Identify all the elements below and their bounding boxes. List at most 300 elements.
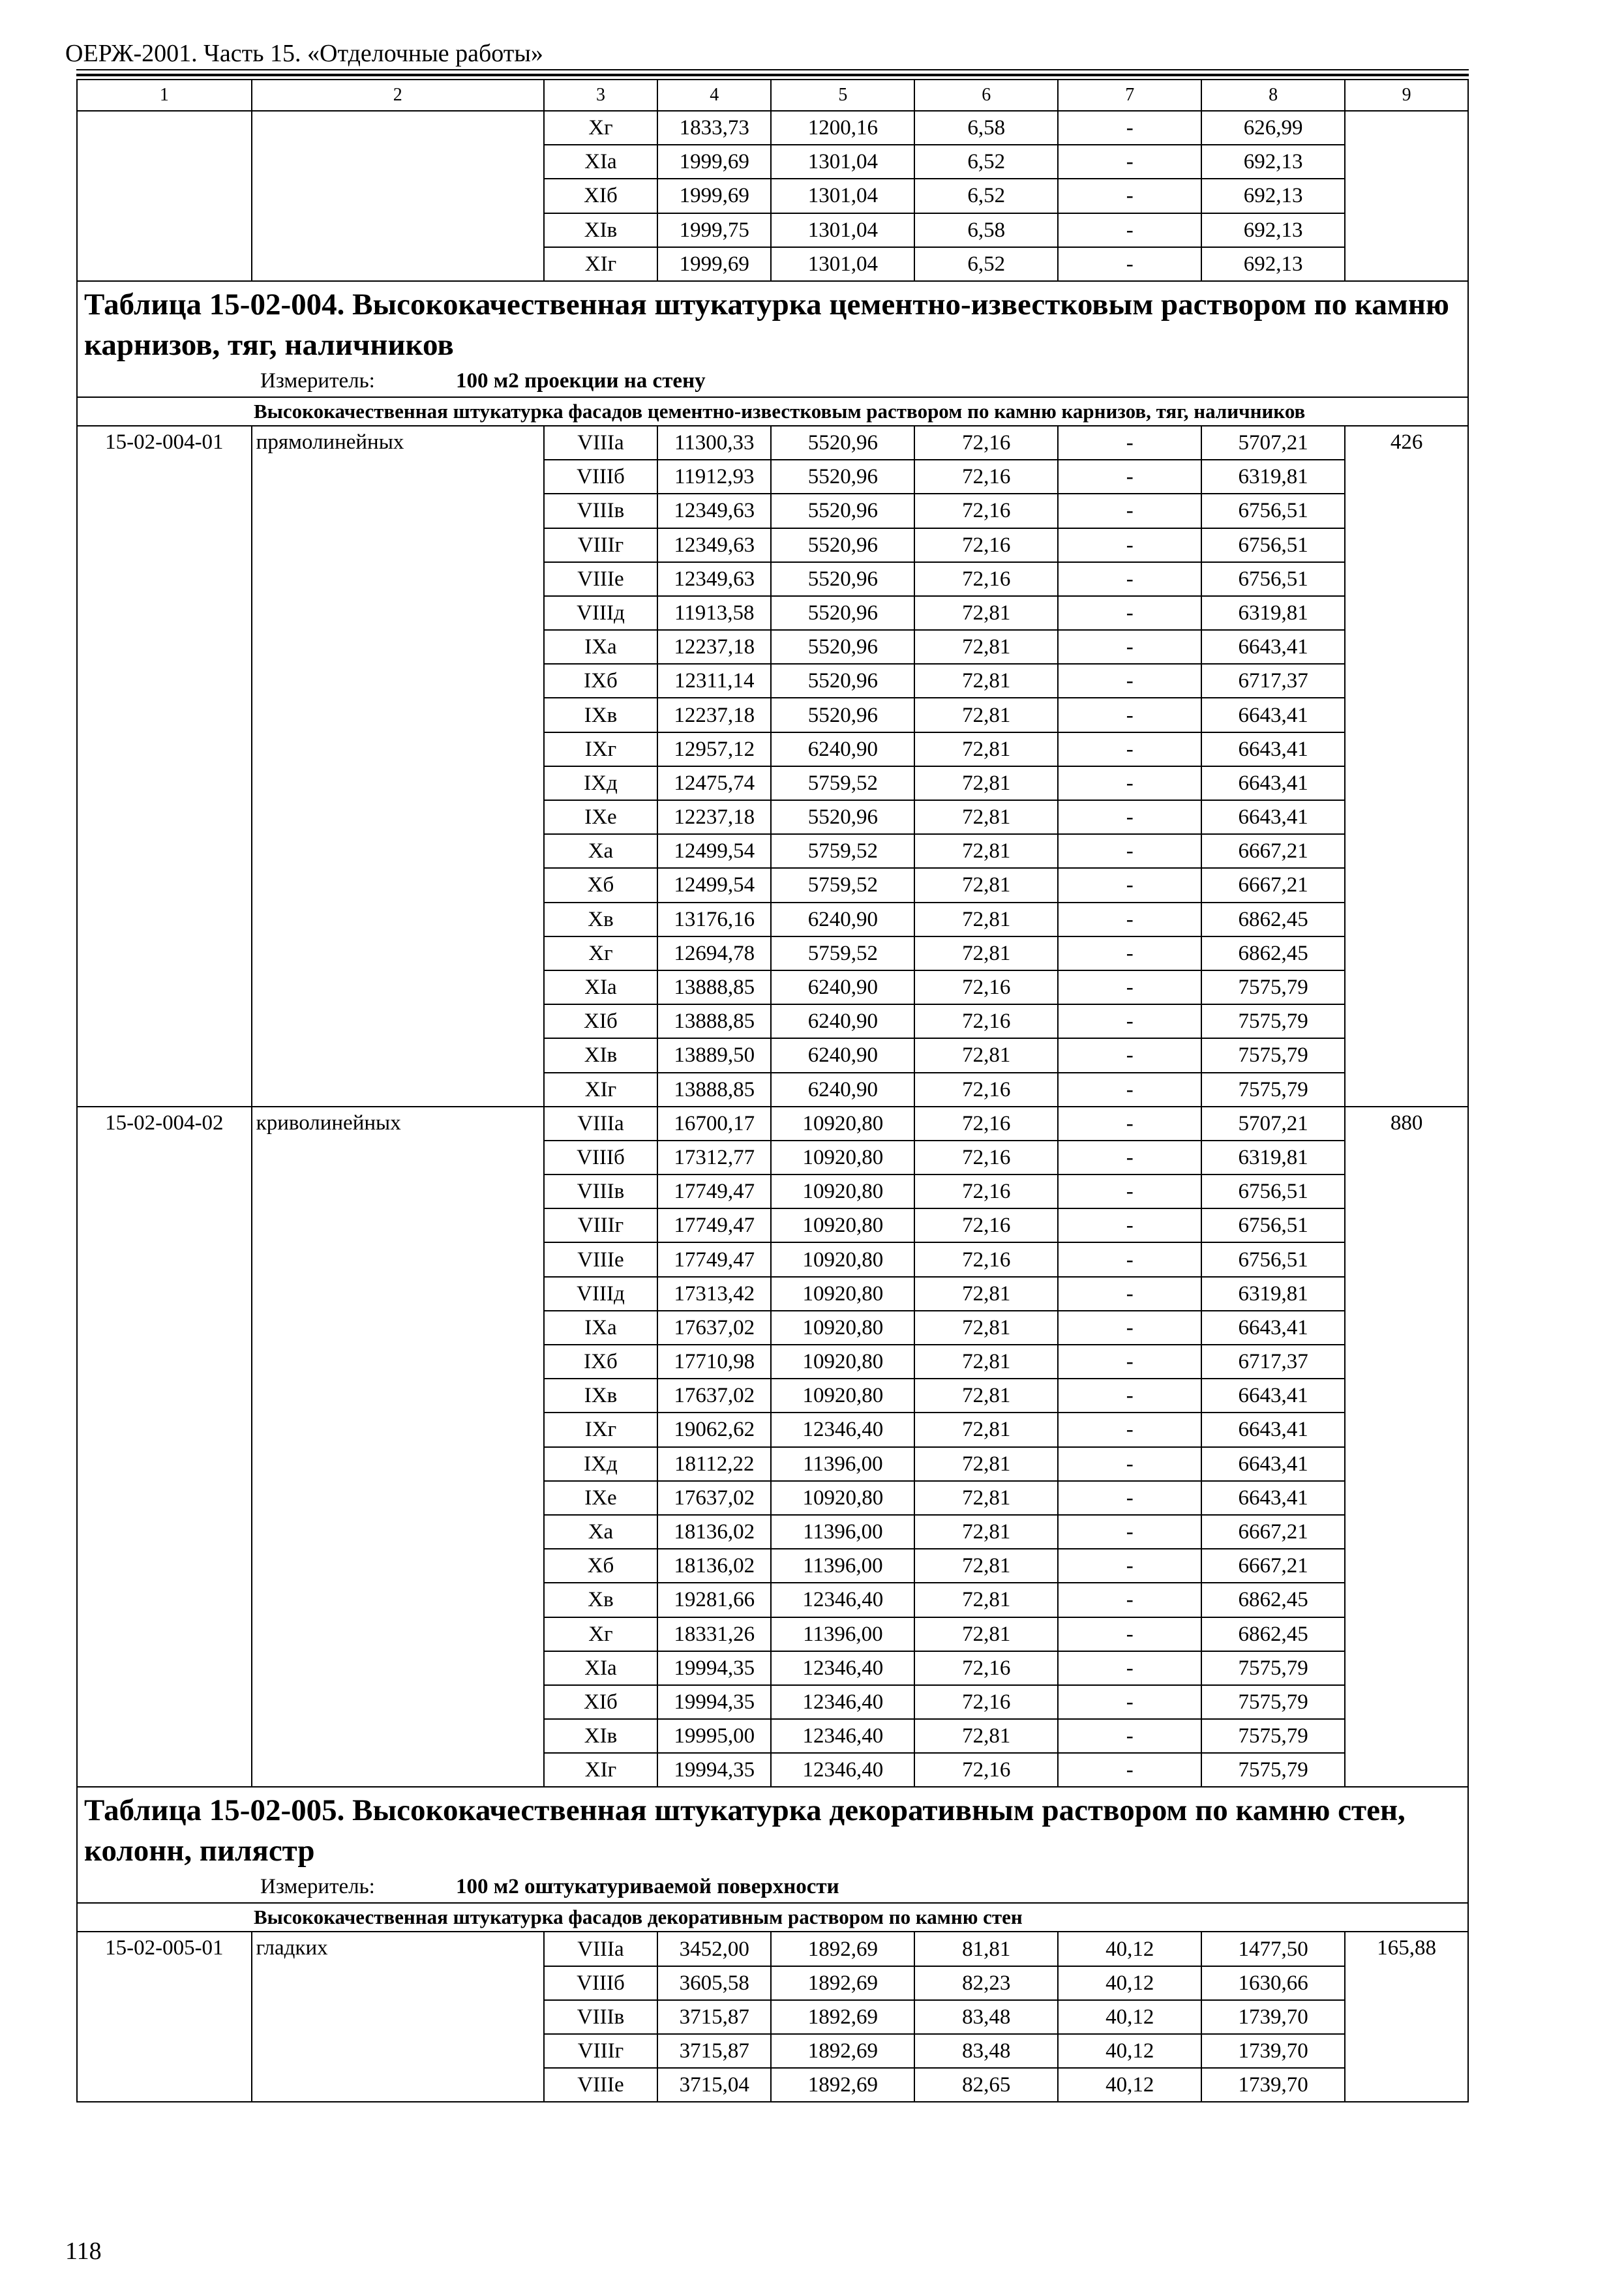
cell-drivers: - <box>1058 664 1201 698</box>
cell-wages: 5759,52 <box>771 936 914 970</box>
cell-materials: 7575,79 <box>1201 1073 1345 1107</box>
cell-wages: 12346,40 <box>771 1583 914 1617</box>
cell-drivers: - <box>1058 1242 1201 1276</box>
cell-drivers: - <box>1058 834 1201 868</box>
page-number: 118 <box>65 2237 102 2265</box>
cell-class: VIIIа <box>544 1932 657 1966</box>
cell-class: VIIIе <box>544 1242 657 1276</box>
cell-wages: 12346,40 <box>771 1753 914 1787</box>
cell-materials: 6756,51 <box>1201 1208 1345 1242</box>
table-row <box>77 1932 1468 1966</box>
table-row <box>77 111 1468 145</box>
cell-machines: 6,58 <box>914 111 1058 145</box>
cell-machines: 72,81 <box>914 630 1058 664</box>
cell-drivers: - <box>1058 1719 1201 1753</box>
cell-total: 3605,58 <box>657 1966 771 2000</box>
cell-total: 12475,74 <box>657 766 771 800</box>
cell-machines: 72,81 <box>914 1583 1058 1617</box>
cell-class: IXв <box>544 1379 657 1413</box>
cell-drivers: - <box>1058 494 1201 528</box>
cell-materials: 6643,41 <box>1201 630 1345 664</box>
cell-drivers: - <box>1058 528 1201 562</box>
cell-materials: 6862,45 <box>1201 903 1345 936</box>
cell-machines: 72,16 <box>914 970 1058 1004</box>
cell-total: 13888,85 <box>657 1004 771 1038</box>
cell-drivers: - <box>1058 460 1201 494</box>
cell-class: Хг <box>544 111 657 145</box>
cell-machines: 83,48 <box>914 2000 1058 2034</box>
work-name: прямолинейных <box>252 426 544 1107</box>
cell-wages: 6240,90 <box>771 970 914 1004</box>
cell-drivers: - <box>1058 1107 1201 1141</box>
cell-drivers: - <box>1058 145 1201 179</box>
header-rule <box>76 69 1469 70</box>
cell-materials: 1739,70 <box>1201 2068 1345 2102</box>
cell-machines: 72,81 <box>914 766 1058 800</box>
cell-class: XIг <box>544 1753 657 1787</box>
cell-class: VIIIв <box>544 494 657 528</box>
table-heading <box>77 281 1468 397</box>
cell-class: Хб <box>544 868 657 902</box>
cell-wages: 1892,69 <box>771 1932 914 1966</box>
cell-machines: 72,16 <box>914 1685 1058 1719</box>
cell-materials: 6319,81 <box>1201 460 1345 494</box>
cell-materials: 6667,21 <box>1201 834 1345 868</box>
cell-materials: 6643,41 <box>1201 800 1345 834</box>
cell-drivers: 40,12 <box>1058 2068 1201 2102</box>
cell-machines: 72,16 <box>914 1242 1058 1276</box>
cell-class: XIб <box>544 1004 657 1038</box>
cell-wages: 12346,40 <box>771 1719 914 1753</box>
cell-machines: 72,81 <box>914 1447 1058 1481</box>
cell-machines: 72,81 <box>914 732 1058 766</box>
cell-class: VIIIв <box>544 2000 657 2034</box>
unit-line <box>84 365 1461 396</box>
cell-materials: 6643,41 <box>1201 698 1345 732</box>
cell-total: 19281,66 <box>657 1583 771 1617</box>
norm-code <box>77 111 252 281</box>
cell-machines: 83,48 <box>914 2034 1058 2068</box>
cell-wages: 5520,96 <box>771 562 914 596</box>
cell-machines: 72,16 <box>914 1174 1058 1208</box>
column-number: 1 <box>77 80 252 111</box>
cell-wages: 5520,96 <box>771 664 914 698</box>
cell-total: 1999,69 <box>657 145 771 179</box>
labor-cost: 880 <box>1345 1107 1468 1788</box>
cell-drivers: - <box>1058 1073 1201 1107</box>
cell-class: Ха <box>544 834 657 868</box>
cell-drivers: - <box>1058 868 1201 902</box>
cell-total: 18331,26 <box>657 1617 771 1651</box>
cell-materials: 6643,41 <box>1201 732 1345 766</box>
cell-total: 3715,87 <box>657 2034 771 2068</box>
cell-materials: 6756,51 <box>1201 494 1345 528</box>
cell-class: Хв <box>544 903 657 936</box>
cell-class: VIIIг <box>544 2034 657 2068</box>
cell-materials: 692,13 <box>1201 145 1345 179</box>
cell-wages: 10920,80 <box>771 1277 914 1311</box>
cell-class: XIв <box>544 1719 657 1753</box>
cell-wages: 11396,00 <box>771 1549 914 1583</box>
cell-machines: 6,52 <box>914 179 1058 213</box>
norm-code: 15-02-004-02 <box>77 1107 252 1788</box>
cell-class: Хв <box>544 1583 657 1617</box>
cell-machines: 6,52 <box>914 145 1058 179</box>
cell-wages: 5520,96 <box>771 460 914 494</box>
unit-value: 100 м2 проекции на стену <box>456 368 706 393</box>
cell-wages: 1892,69 <box>771 2000 914 2034</box>
table-row <box>77 1107 1468 1141</box>
cell-machines: 72,81 <box>914 1413 1058 1446</box>
labor-cost <box>1345 111 1468 281</box>
cell-class: XIа <box>544 145 657 179</box>
cell-machines: 72,16 <box>914 426 1058 460</box>
column-number: 7 <box>1058 80 1201 111</box>
cell-drivers: - <box>1058 1515 1201 1549</box>
cell-wages: 5520,96 <box>771 800 914 834</box>
cell-total: 12237,18 <box>657 698 771 732</box>
cell-drivers: - <box>1058 630 1201 664</box>
section-row <box>77 1903 1468 1932</box>
table-title-row <box>77 1787 1468 1903</box>
cell-total: 13888,85 <box>657 1073 771 1107</box>
table-title: Таблица 15-02-005. Высококачественная штукатурка декоративным раствором по камню стен, колонн, пилястр <box>84 1793 1406 1868</box>
cell-materials: 1477,50 <box>1201 1932 1345 1966</box>
cell-total: 12499,54 <box>657 868 771 902</box>
cell-class: XIв <box>544 1038 657 1072</box>
cell-machines: 72,16 <box>914 1651 1058 1685</box>
cell-wages: 5759,52 <box>771 834 914 868</box>
cell-total: 11300,33 <box>657 426 771 460</box>
cell-wages: 1892,69 <box>771 1966 914 2000</box>
cell-total: 17710,98 <box>657 1345 771 1379</box>
cell-drivers: - <box>1058 426 1201 460</box>
cell-machines: 72,81 <box>914 800 1058 834</box>
cell-class: Хг <box>544 1617 657 1651</box>
cell-drivers: - <box>1058 1753 1201 1787</box>
cell-drivers: - <box>1058 1617 1201 1651</box>
cell-machines: 72,16 <box>914 562 1058 596</box>
column-number: 8 <box>1201 80 1345 111</box>
cell-materials: 6319,81 <box>1201 1277 1345 1311</box>
cell-materials: 692,13 <box>1201 179 1345 213</box>
cell-machines: 72,81 <box>914 698 1058 732</box>
column-number: 6 <box>914 80 1058 111</box>
cell-machines: 72,16 <box>914 1004 1058 1038</box>
cell-class: XIв <box>544 213 657 247</box>
cell-materials: 7575,79 <box>1201 1038 1345 1072</box>
work-name: криволинейных <box>252 1107 544 1788</box>
cell-drivers: - <box>1058 1141 1201 1174</box>
cell-drivers: - <box>1058 247 1201 281</box>
work-name: гладких <box>252 1932 544 2102</box>
cell-machines: 72,81 <box>914 1311 1058 1345</box>
cell-machines: 81,81 <box>914 1932 1058 1966</box>
cell-machines: 72,81 <box>914 1277 1058 1311</box>
cell-materials: 692,13 <box>1201 247 1345 281</box>
cell-class: XIб <box>544 1685 657 1719</box>
cell-class: VIIIе <box>544 562 657 596</box>
cell-wages: 12346,40 <box>771 1651 914 1685</box>
unit-line <box>84 1871 1461 1902</box>
unit-value: 100 м2 оштукатуриваемой поверхности <box>456 1875 839 1899</box>
cell-drivers: - <box>1058 1685 1201 1719</box>
cell-machines: 72,81 <box>914 1481 1058 1515</box>
cell-machines: 72,16 <box>914 1107 1058 1141</box>
cell-wages: 1200,16 <box>771 111 914 145</box>
cell-machines: 72,16 <box>914 460 1058 494</box>
cell-machines: 82,65 <box>914 2068 1058 2102</box>
cell-total: 1833,73 <box>657 111 771 145</box>
cell-total: 12237,18 <box>657 630 771 664</box>
cell-materials: 7575,79 <box>1201 1651 1345 1685</box>
cell-total: 12957,12 <box>657 732 771 766</box>
cell-wages: 5520,96 <box>771 528 914 562</box>
cell-materials: 6643,41 <box>1201 1379 1345 1413</box>
cell-class: VIIIг <box>544 528 657 562</box>
cell-wages: 12346,40 <box>771 1413 914 1446</box>
cell-drivers: - <box>1058 732 1201 766</box>
cell-materials: 6862,45 <box>1201 1617 1345 1651</box>
cell-wages: 1892,69 <box>771 2034 914 2068</box>
cell-class: XIг <box>544 1073 657 1107</box>
table-heading <box>77 1787 1468 1903</box>
cell-materials: 5707,21 <box>1201 426 1345 460</box>
cell-class: IXа <box>544 1311 657 1345</box>
cell-wages: 10920,80 <box>771 1174 914 1208</box>
cell-class: IXг <box>544 732 657 766</box>
cell-class: VIIIе <box>544 2068 657 2102</box>
cell-materials: 6756,51 <box>1201 562 1345 596</box>
cell-total: 1999,75 <box>657 213 771 247</box>
cell-wages: 5520,96 <box>771 596 914 630</box>
cell-materials: 626,99 <box>1201 111 1345 145</box>
labor-cost: 165,88 <box>1345 1932 1468 2102</box>
cell-drivers: - <box>1058 213 1201 247</box>
cell-materials: 6643,41 <box>1201 1447 1345 1481</box>
cell-materials: 6667,21 <box>1201 868 1345 902</box>
cell-total: 12237,18 <box>657 800 771 834</box>
cell-drivers: - <box>1058 596 1201 630</box>
cell-total: 12349,63 <box>657 494 771 528</box>
cell-class: XIа <box>544 970 657 1004</box>
cell-wages: 6240,90 <box>771 732 914 766</box>
cell-drivers: - <box>1058 1379 1201 1413</box>
cell-wages: 6240,90 <box>771 1073 914 1107</box>
cell-total: 18136,02 <box>657 1515 771 1549</box>
cell-wages: 1301,04 <box>771 179 914 213</box>
cell-total: 13888,85 <box>657 970 771 1004</box>
column-number: 2 <box>252 80 544 111</box>
cell-materials: 5707,21 <box>1201 1107 1345 1141</box>
cell-materials: 6667,21 <box>1201 1549 1345 1583</box>
cell-materials: 7575,79 <box>1201 1685 1345 1719</box>
cell-total: 3452,00 <box>657 1932 771 1966</box>
cell-machines: 72,16 <box>914 494 1058 528</box>
cell-wages: 10920,80 <box>771 1242 914 1276</box>
cell-wages: 1301,04 <box>771 213 914 247</box>
cell-total: 16700,17 <box>657 1107 771 1141</box>
cell-wages: 5759,52 <box>771 766 914 800</box>
cell-class: XIа <box>544 1651 657 1685</box>
cell-drivers: - <box>1058 1413 1201 1446</box>
cell-total: 12349,63 <box>657 528 771 562</box>
table-title-row <box>77 281 1468 397</box>
cell-materials: 6667,21 <box>1201 1515 1345 1549</box>
cell-drivers: - <box>1058 1345 1201 1379</box>
cell-materials: 6862,45 <box>1201 936 1345 970</box>
cell-wages: 5759,52 <box>771 868 914 902</box>
cell-total: 1999,69 <box>657 179 771 213</box>
cell-class: XIг <box>544 247 657 281</box>
cell-materials: 7575,79 <box>1201 1719 1345 1753</box>
cell-total: 17749,47 <box>657 1174 771 1208</box>
cell-machines: 72,16 <box>914 1208 1058 1242</box>
column-number: 4 <box>657 80 771 111</box>
cell-class: XIб <box>544 179 657 213</box>
cell-drivers: - <box>1058 1549 1201 1583</box>
cell-wages: 5520,96 <box>771 426 914 460</box>
cell-materials: 6756,51 <box>1201 1242 1345 1276</box>
cell-machines: 72,81 <box>914 936 1058 970</box>
cell-wages: 11396,00 <box>771 1515 914 1549</box>
cell-machines: 72,16 <box>914 1073 1058 1107</box>
cell-wages: 1892,69 <box>771 2068 914 2102</box>
cell-class: VIIIг <box>544 1208 657 1242</box>
cell-drivers: - <box>1058 1481 1201 1515</box>
cell-drivers: - <box>1058 903 1201 936</box>
cell-materials: 6756,51 <box>1201 528 1345 562</box>
cell-drivers: - <box>1058 1174 1201 1208</box>
cell-total: 19994,35 <box>657 1753 771 1787</box>
cell-class: IXб <box>544 664 657 698</box>
cell-class: IXб <box>544 1345 657 1379</box>
cell-materials: 1630,66 <box>1201 1966 1345 2000</box>
cell-total: 19995,00 <box>657 1719 771 1753</box>
cell-class: VIIIб <box>544 460 657 494</box>
labor-cost: 426 <box>1345 426 1468 1107</box>
cell-drivers: 40,12 <box>1058 2000 1201 2034</box>
cell-materials: 6643,41 <box>1201 766 1345 800</box>
cell-machines: 6,58 <box>914 213 1058 247</box>
cell-class: IXа <box>544 630 657 664</box>
cell-machines: 72,81 <box>914 1719 1058 1753</box>
cell-wages: 5520,96 <box>771 494 914 528</box>
cell-total: 3715,04 <box>657 2068 771 2102</box>
cell-class: Хб <box>544 1549 657 1583</box>
cell-materials: 6643,41 <box>1201 1413 1345 1446</box>
cell-machines: 72,81 <box>914 1617 1058 1651</box>
cell-wages: 11396,00 <box>771 1617 914 1651</box>
column-number: 3 <box>544 80 657 111</box>
cell-wages: 6240,90 <box>771 903 914 936</box>
cell-machines: 72,81 <box>914 1515 1058 1549</box>
cell-drivers: - <box>1058 562 1201 596</box>
cell-machines: 72,81 <box>914 903 1058 936</box>
cell-drivers: - <box>1058 936 1201 970</box>
cell-materials: 6717,37 <box>1201 1345 1345 1379</box>
cell-drivers: 40,12 <box>1058 1966 1201 2000</box>
cell-total: 18136,02 <box>657 1549 771 1583</box>
cell-drivers: - <box>1058 800 1201 834</box>
cell-wages: 6240,90 <box>771 1004 914 1038</box>
page-header-title: ОЕРЖ-2001. Часть 15. «Отделочные работы» <box>65 40 543 67</box>
cell-drivers: - <box>1058 766 1201 800</box>
cell-total: 12694,78 <box>657 936 771 970</box>
cell-machines: 72,81 <box>914 664 1058 698</box>
cell-materials: 692,13 <box>1201 213 1345 247</box>
cell-total: 17637,02 <box>657 1379 771 1413</box>
cell-materials: 6717,37 <box>1201 664 1345 698</box>
cell-wages: 5520,96 <box>771 630 914 664</box>
cell-total: 19994,35 <box>657 1685 771 1719</box>
cell-class: VIIIа <box>544 426 657 460</box>
cell-wages: 10920,80 <box>771 1107 914 1141</box>
cell-class: VIIIа <box>544 1107 657 1141</box>
column-number: 9 <box>1345 80 1468 111</box>
cell-class: IXд <box>544 766 657 800</box>
cell-machines: 6,52 <box>914 247 1058 281</box>
unit-label: Измеритель: <box>260 1875 375 1899</box>
cell-drivers: - <box>1058 1004 1201 1038</box>
norm-code: 15-02-004-01 <box>77 426 252 1107</box>
estimate-table <box>76 79 1469 2102</box>
cell-total: 17637,02 <box>657 1481 771 1515</box>
section-title: Высококачественная штукатурка фасадов цементно-известковым раствором по камню карнизов, тяг, наличников <box>77 397 1468 426</box>
cell-materials: 6319,81 <box>1201 1141 1345 1174</box>
cell-total: 1999,69 <box>657 247 771 281</box>
cell-total: 11912,93 <box>657 460 771 494</box>
cell-materials: 6319,81 <box>1201 596 1345 630</box>
cell-materials: 7575,79 <box>1201 1753 1345 1787</box>
cell-materials: 1739,70 <box>1201 2034 1345 2068</box>
cell-drivers: - <box>1058 970 1201 1004</box>
cell-total: 11913,58 <box>657 596 771 630</box>
cell-machines: 72,81 <box>914 1379 1058 1413</box>
cell-drivers: - <box>1058 1208 1201 1242</box>
cell-class: VIIIб <box>544 1141 657 1174</box>
work-name <box>252 111 544 281</box>
cell-total: 17312,77 <box>657 1141 771 1174</box>
cell-drivers: - <box>1058 1038 1201 1072</box>
cell-wages: 12346,40 <box>771 1685 914 1719</box>
cell-drivers: - <box>1058 1447 1201 1481</box>
cell-drivers: 40,12 <box>1058 2034 1201 2068</box>
column-number-row <box>77 80 1468 111</box>
cell-total: 17749,47 <box>657 1242 771 1276</box>
cell-materials: 7575,79 <box>1201 970 1345 1004</box>
cell-class: IXе <box>544 800 657 834</box>
cell-materials: 6643,41 <box>1201 1481 1345 1515</box>
cell-machines: 72,81 <box>914 868 1058 902</box>
cell-class: Ха <box>544 1515 657 1549</box>
section-row <box>77 397 1468 426</box>
table-row <box>77 426 1468 460</box>
norm-code: 15-02-005-01 <box>77 1932 252 2102</box>
cell-wages: 10920,80 <box>771 1345 914 1379</box>
cell-class: IXд <box>544 1447 657 1481</box>
cell-machines: 82,23 <box>914 1966 1058 2000</box>
cell-total: 13176,16 <box>657 903 771 936</box>
cell-wages: 1301,04 <box>771 247 914 281</box>
cell-drivers: - <box>1058 1583 1201 1617</box>
cell-total: 3715,87 <box>657 2000 771 2034</box>
cell-machines: 72,81 <box>914 1345 1058 1379</box>
cell-total: 12311,14 <box>657 664 771 698</box>
cell-machines: 72,81 <box>914 1038 1058 1072</box>
cell-wages: 1301,04 <box>771 145 914 179</box>
cell-drivers: - <box>1058 179 1201 213</box>
